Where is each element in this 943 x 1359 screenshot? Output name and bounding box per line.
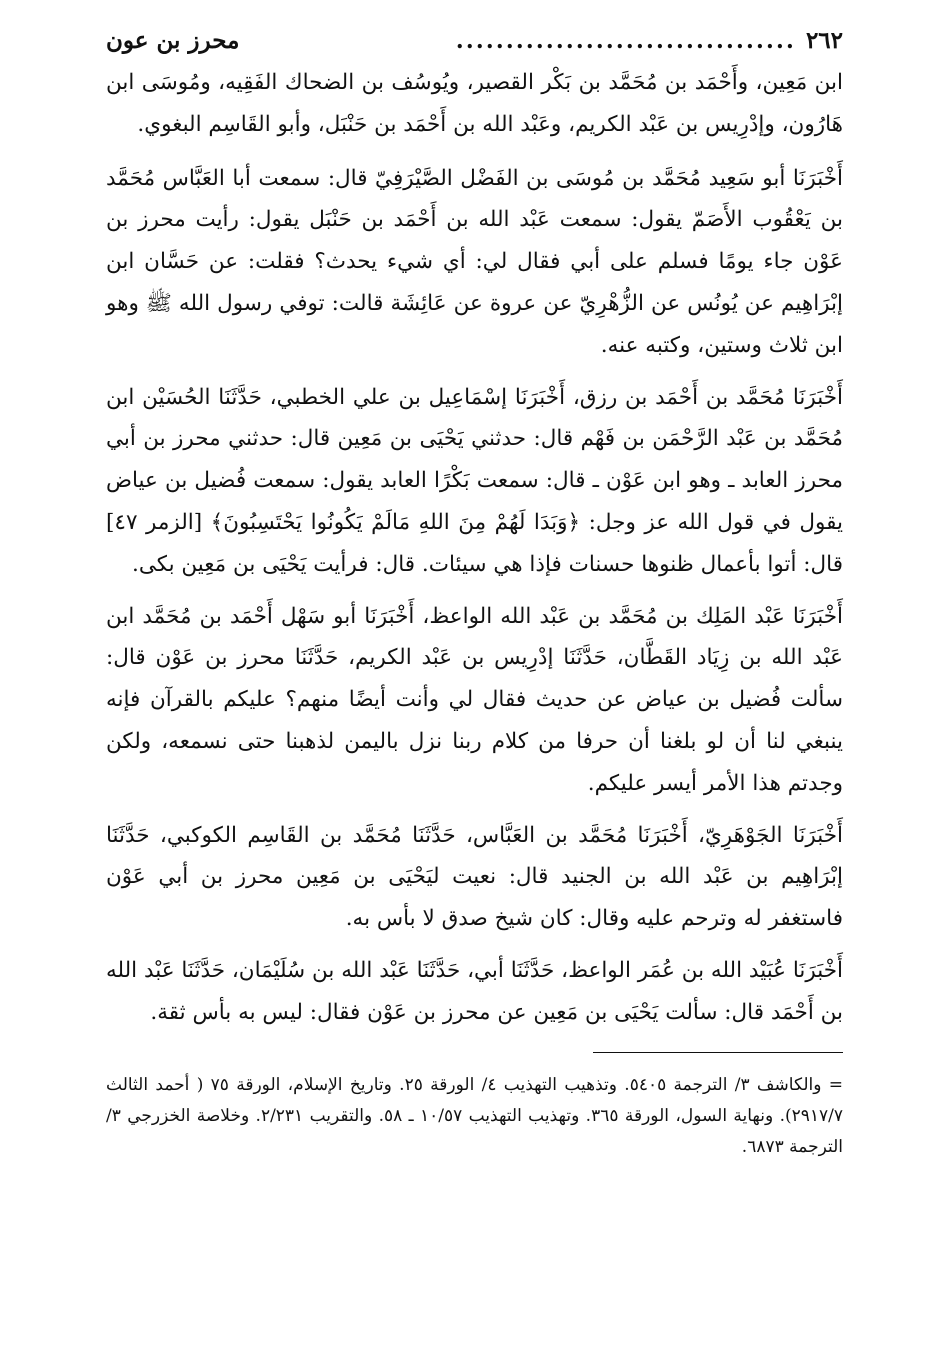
footnote-separator-wrap xyxy=(106,1052,843,1053)
paragraph: أَخْبَرَنَا عَبْد المَلِك بن مُحَمَّد بن عَبْد الله الواعظ، أَخْبَرَنَا أبو سَهْل أَحْمَد بن مُحَمَّد ابن عَبْد الله بن زِيَاد القَطَّان، حَدَّثَنَا إدْرِيس بن عَبْد الكريم، حَدَّثَنَا محرز بن عَوْن قال: سألت فُضيل بن عياض عن حديث فقال لي وأنت أيضًا منهم؟ عليكم بالقرآن فإنه ينبغي لنا أن لو بلغنا أن حرفا من كلام ربنا نزل باليمن لذهبنا حتى نسمعه، ولكن وجدتم هذا الأمر أيسر عليكم. xyxy=(106,603,843,796)
paragraph: أَخْبَرَنَا أبو سَعِيد مُحَمَّد بن مُوسَى بن الفَضْل الصَّيْرَفِيّ قال: سمعت أبا العَبَّاس مُحَمَّد بن يَعْقُوب الأَصَمّ يقول: سمعت عَبْد الله بن أَحْمَد بن حَنْبَل يقول: رأيت محرز بن عَوْن جاء يومًا فسلم على أبي فقال لي: أي شيء يحدث؟ فقلت: عن حَسَّان ابن إبْرَاهِيم عن يُونُس عن الزُّهْرِيّ عن عروة عن عَائِشَة قالت: توفي رسول الله ﷺ وهو ابن ثلاث وستين، وكتبه عنه. xyxy=(106,165,843,358)
footnote-separator xyxy=(593,1052,843,1053)
header-leader-dots: .................................. xyxy=(455,27,796,54)
paragraph: ابن مَعِين، وأَحْمَد بن مُحَمَّد بن بَكْر القصير، ويُوسُف بن الضحاك الفَقِيه، ومُوسَى ابن هَارُون، وإدْرِيس بن عَبْد الكريم، وعَبْد الله بن أَحْمَد بن حَنْبَل، وأبو القَاسِم البغوي. xyxy=(106,70,843,137)
paragraph: أَخْبَرَنَا الجَوْهَرِيّ، أَخْبَرَنَا مُحَمَّد بن العَبَّاس، حَدَّثَنَا مُحَمَّد بن القَاسِم الكوكبي، حَدَّثَنَا إبْرَاهِيم بن عَبْد الله بن الجنيد قال: نعيت ليَحْيَى بن مَعِين محرز بن أبي عَوْن فاستغفر له وترحم عليه وقال: كان شيخ صدق لا بأس به. xyxy=(106,822,843,932)
footnote: = والكاشف ٣/ الترجمة ٥٤٠٥. وتذهيب التهذيب ٤/ الورقة ٢٥. وتاريخ الإسلام، الورقة ٧٥ ( أحمد الثالث ٢٩١٧/٧). ونهاية السول، الورقة ٣٦٥. وتهذيب التهذيب ١٠/٥٧ ـ ٥٨. والتقريب ٢/٢٣١. وخلاصة الخزرجي ٣/ الترجمة ٦٨٧٣. xyxy=(106,1074,844,1157)
paragraph: أَخْبَرَنَا مُحَمَّد بن أَحْمَد بن رزق، أَخْبَرَنَا إسْمَاعِيل بن علي الخطبي، حَدَّثَنَا الحُسَيْن ابن مُحَمَّد بن عَبْد الرَّحْمَن بن فَهْم قال: حدثني يَحْيَى بن مَعِين قال: حدثني محرز بن أبي محرز العابد ـ وهو ابن عَوْن ـ قال: سمعت بَكْرًا العابد يقول: سمعت فُضيل بن عياض يقول في قول الله عز وجل: ﴿وَبَدَا لَهُمْ مِنَ اللهِ مَالَمْ يَكُونُوا يَحْتَسِبُونَ﴾ [الزمر ٤٧] قال: أتوا بأعمال ظنوها حسنات فإذا هي سيئات. قال: فرأيت يَحْيَى بن مَعِين بكى. xyxy=(106,384,843,577)
main-text xyxy=(106,62,843,1034)
page-number: ٢٦٢ xyxy=(805,27,843,54)
running-header xyxy=(106,22,843,60)
header-title: محرز بن عون xyxy=(106,27,240,54)
paragraph: أَخْبَرَنَا عُبَيْد الله بن عُمَر الواعظ، حَدَّثَنَا أبي، حَدَّثَنَا عَبْد الله بن سُلَيْمَان، حَدَّثَنَا عَبْد الله بن أَحْمَد قال: سألت يَحْيَى بن مَعِين عن محرز بن عَوْن فقال: ليس به بأس ثقة. xyxy=(105,957,843,1025)
